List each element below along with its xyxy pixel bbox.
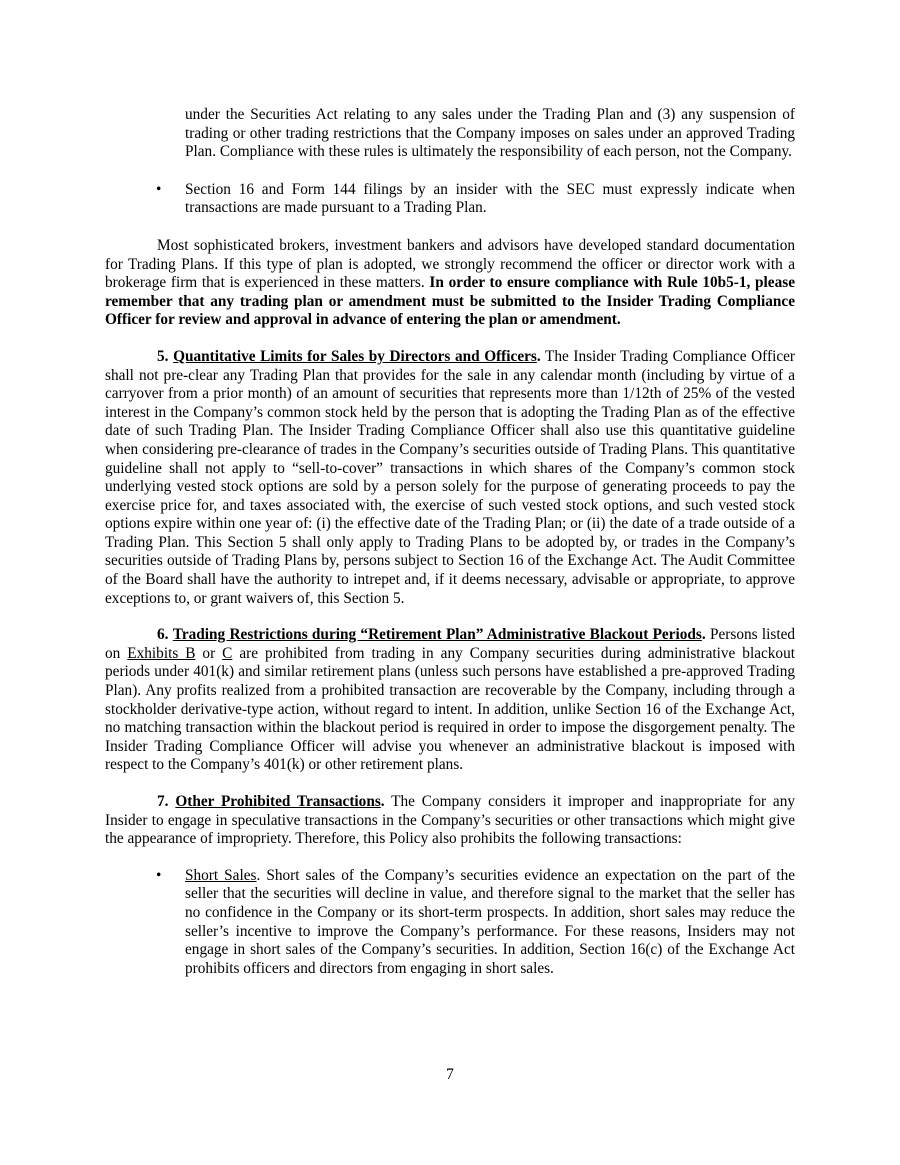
short-sales-text: . Short sales of the Company’s securities evidence an expectation on the part of the seller that the securities will decline in value, and therefore signal to the market that the seller has no confidence in the Company or its short-term prospects. In addition, short sales may reduce the seller’s incentive to improve the Company’s performance. For these reasons, Insiders may not engage in short sales of the Company’s securities. In addition, Section 16(c) of the Exchange Act prohibits officers and directors from engaging in short sales. bbox=[185, 866, 796, 977]
section-6 bbox=[105, 626, 795, 775]
brokers-paragraph-text: Most sophisticated brokers, investment bankers and advisors have developed standard documentation for Trading Plans. If this type of plan is adopted, we strongly recommend the officer or director work with a brokerage firm that is experienced in these matters. bbox=[105, 236, 795, 292]
section-5-heading: Quantitative Limits for Sales by Directors and Officers bbox=[173, 347, 537, 365]
section-7-body: The Company considers it improper and inappropriate for any Insider to engage in speculative transactions in the Company’s securities or other transactions which might give the appearance of impropriety. Therefore, this Policy also prohibits the following transactions: bbox=[105, 793, 796, 848]
bullet-item-section16 bbox=[105, 181, 795, 218]
brokers-paragraph bbox=[105, 237, 795, 330]
exhibit-c-reference: C bbox=[222, 644, 233, 662]
section-7-heading-period: . bbox=[380, 793, 385, 810]
exhibit-b-reference: Exhibits B bbox=[127, 644, 196, 662]
section-7 bbox=[105, 793, 795, 849]
short-sales-title: Short Sales bbox=[185, 866, 257, 884]
section-7-number: 7. bbox=[157, 793, 169, 810]
section-6-body-start: Persons listed on bbox=[105, 626, 796, 662]
section-6-or: or bbox=[195, 644, 223, 662]
section-5-number: 5. bbox=[157, 347, 169, 365]
section-5 bbox=[105, 348, 795, 608]
section-6-heading: Trading Restrictions during “Retirement Plan” Administrative Blackout Periods bbox=[172, 626, 702, 644]
section-7-heading: Other Prohibited Transactions bbox=[175, 793, 381, 810]
bullet-text bbox=[185, 867, 795, 979]
bullet-text: Section 16 and Form 144 filings by an insider with the SEC must expressly indicate when transactions are made pursuant to a Trading Plan. bbox=[185, 180, 795, 217]
bullet-item-short-sales bbox=[105, 867, 795, 979]
page-number: 7 bbox=[446, 1066, 454, 1083]
compliance-notice: In order to ensure compliance with Rule 10b5-1, please remember that any trading plan or amendment must be submitted to the Insider Trading Compliance Officer for review and approval in advance of entering the plan or amendment. bbox=[105, 274, 795, 329]
section-5-body: The Insider Trading Compliance Officer shall not pre-clear any Trading Plan that provides for the sale in any calendar month (including by virtue of a carryover from a prior month) of an amount of securities that represents more than 1/12th of 25% of the vested interest in the Company’s common stock held by the person that is adopting the Trading Plan as of the effective date of such Trading Plan. The Insider Trading Compliance Officer shall also use this quantitative guideline when considering pre-clearance of trades in the Company’s securities outside of Trading Plans. This quantitative guideline shall not apply to “sell-to-cover” transactions in which shares of the Company’s common stock underlying vested stock options are sold by a person solely for the purpose of generating proceeds to pay the exercise price for, and taxes associated with, the exercise of such vested stock options, and such vested stock options expire within one year of: (i) the effective date of the Trading Plan; or (ii) the date of a trade outside of a Trading Plan. This Section 5 shall only apply to Trading Plans to be adopted by, or trades in the Company’s securities outside of Trading Plans by, persons subject to Section 16 of the Exchange Act. The Audit Committee of the Board shall have the authority to intrepet and, if it deems necessary, advisable or appropriate, to approve exceptions to, or grant waivers of, this Section 5. bbox=[105, 347, 796, 607]
section-6-body-rest: are prohibited from trading in any Company securities during administrative blackout periods under 401(k) and similar retirement plans (unless such persons have established a pre-approved Trading Plan). Any profits realized from a prohibited transaction are recoverable by the Company, including through a stockholder derivative-type action, without regard to intent. In addition, unlike Section 16 of the Exchange Act, no matching transaction within the blackout period is required in order to impose the disgorgement penalty. The Insider Trading Compliance Officer will advise you whenever an administrative blackout is imposed with respect to the Company’s 401(k) or other retirement plans. bbox=[105, 644, 795, 774]
page-body bbox=[105, 106, 795, 997]
continued-list-item: under the Securities Act relating to any sales under the Trading Plan and (3) any suspension of trading or other trading restrictions that the Company imposes on sales under an approved Trading Plan. Compliance with these rules is ultimately the responsibility of each person, not the Company. bbox=[185, 106, 795, 161]
section-6-heading-period: . bbox=[701, 626, 706, 644]
bullet-icon: • bbox=[156, 866, 162, 884]
section-5-heading-period: . bbox=[536, 347, 541, 365]
section-6-number: 6. bbox=[157, 626, 169, 644]
bullet-icon: • bbox=[156, 180, 162, 198]
